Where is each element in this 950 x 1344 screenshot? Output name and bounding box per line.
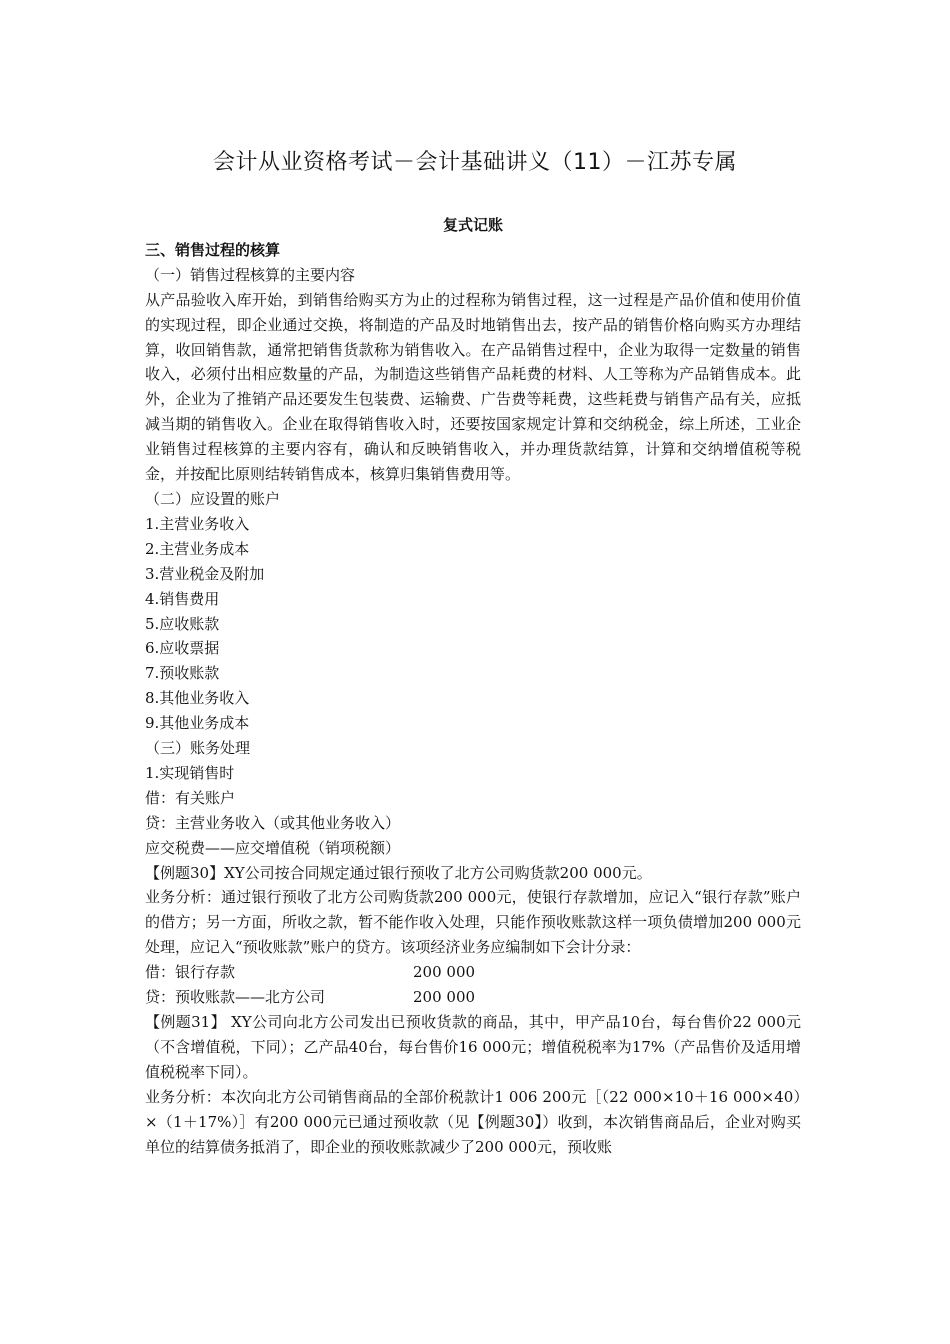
example-30-title: 【例题30】XY公司按合同规定通过银行预收了北方公司购货款200 000元。 [145, 863, 652, 882]
list-item: 3.营业税金及附加 [145, 564, 265, 583]
debit-amount: 200 000 [413, 963, 476, 982]
journal-line: 贷：主营业务收入（或其他业务收入） [145, 813, 401, 832]
example-30-analysis: 业务分析：通过银行预收了北方公司购货款200 000元，使银行存款增加，应记入“银行存款”账户的借方；另一方面，所收之款，暂不能作收入处理，只能作预收账款这样一项负债增加200 000元处理，应记入“预收账款”账户的贷方。该项经济业务应编制如下会计分录： [145, 888, 801, 957]
list-item: 6.应收票据 [145, 639, 220, 658]
journal-entry-debit [145, 960, 801, 985]
list-item: 8.其他业务收入 [145, 689, 250, 708]
subsection-heading-2: （二）应设置的账户 [145, 489, 281, 508]
journal-line: 应交税费——应交增值税（销项税额） [145, 838, 401, 857]
section-subtitle: 复式记账 [442, 216, 503, 234]
list-item: 5.应收账款 [145, 614, 220, 633]
credit-account: 贷：预收账款——北方公司 [145, 988, 326, 1007]
debit-account: 借：银行存款 [145, 963, 236, 982]
list-item: 2.主营业务成本 [145, 539, 250, 558]
subsection-heading-1: （一）销售过程核算的主要内容 [145, 265, 356, 284]
section-heading: 三、销售过程的核算 [145, 240, 281, 259]
list-item: 7.预收账款 [145, 664, 220, 683]
example-31-title: 【例题31】 XY公司向北方公司发出已预收货款的商品，其中，甲产品10台，每台售价22 000元（不含增值税，下同）；乙产品40台，每台售价16 000元；增值税税率为17%（产品售价及适用增值税税率下同）。 [145, 1013, 801, 1081]
list-item: 4.销售费用 [145, 589, 220, 608]
document-body [145, 145, 801, 1159]
credit-amount: 200 000 [413, 988, 476, 1007]
example-31-analysis: 业务分析：本次向北方公司销售商品的全部价税款计1 006 200元［（22 000×10＋16 000×40）×（1＋17%）］有200 000元已通过预收款（见【例题30】）收到，本次销售商品后，企业对购买单位的结算债务抵消了，即企业的预收账款减少了200 000元，预收账 [145, 1087, 801, 1156]
subsection-heading-3: （三）账务处理 [145, 739, 251, 758]
list-item: 1.主营业务收入 [145, 514, 250, 533]
document-title: 会计从业资格考试－会计基础讲义（11）－江苏专属 [213, 150, 737, 175]
list-item: 9.其他业务成本 [145, 714, 250, 733]
journal-entry-credit [145, 985, 801, 1010]
journal-line: 借：有关账户 [145, 788, 236, 807]
step-heading: 1.实现销售时 [145, 763, 235, 782]
paragraph-sales-process: 从产品验收入库开始，到销售给购买方为止的过程称为销售过程，这一过程是产品价值和使用价值的实现过程，即企业通过交换，将制造的产品及时地销售出去，按产品的销售价格向购买方办理结算，收回销售款，通常把销售货款称为销售收入。在产品销售过程中，企业为取得一定数量的销售收入，必须付出相应数量的产品，为制造这些销售产品耗费的材料、人工等称为产品销售成本。此外，企业为了推销产品还要发生包装费、运输费、广告费等耗费，这些耗费与销售产品有关，应抵减当期的销售收入。企业在取得销售收入时，还要按国家规定计算和交纳税金，综上所述，工业企业销售过程核算的主要内容有，确认和反映销售收入，并办理货款结算，计算和交纳增值税等税金，并按配比原则结转销售成本，核算归集销售费用等。 [145, 290, 801, 484]
